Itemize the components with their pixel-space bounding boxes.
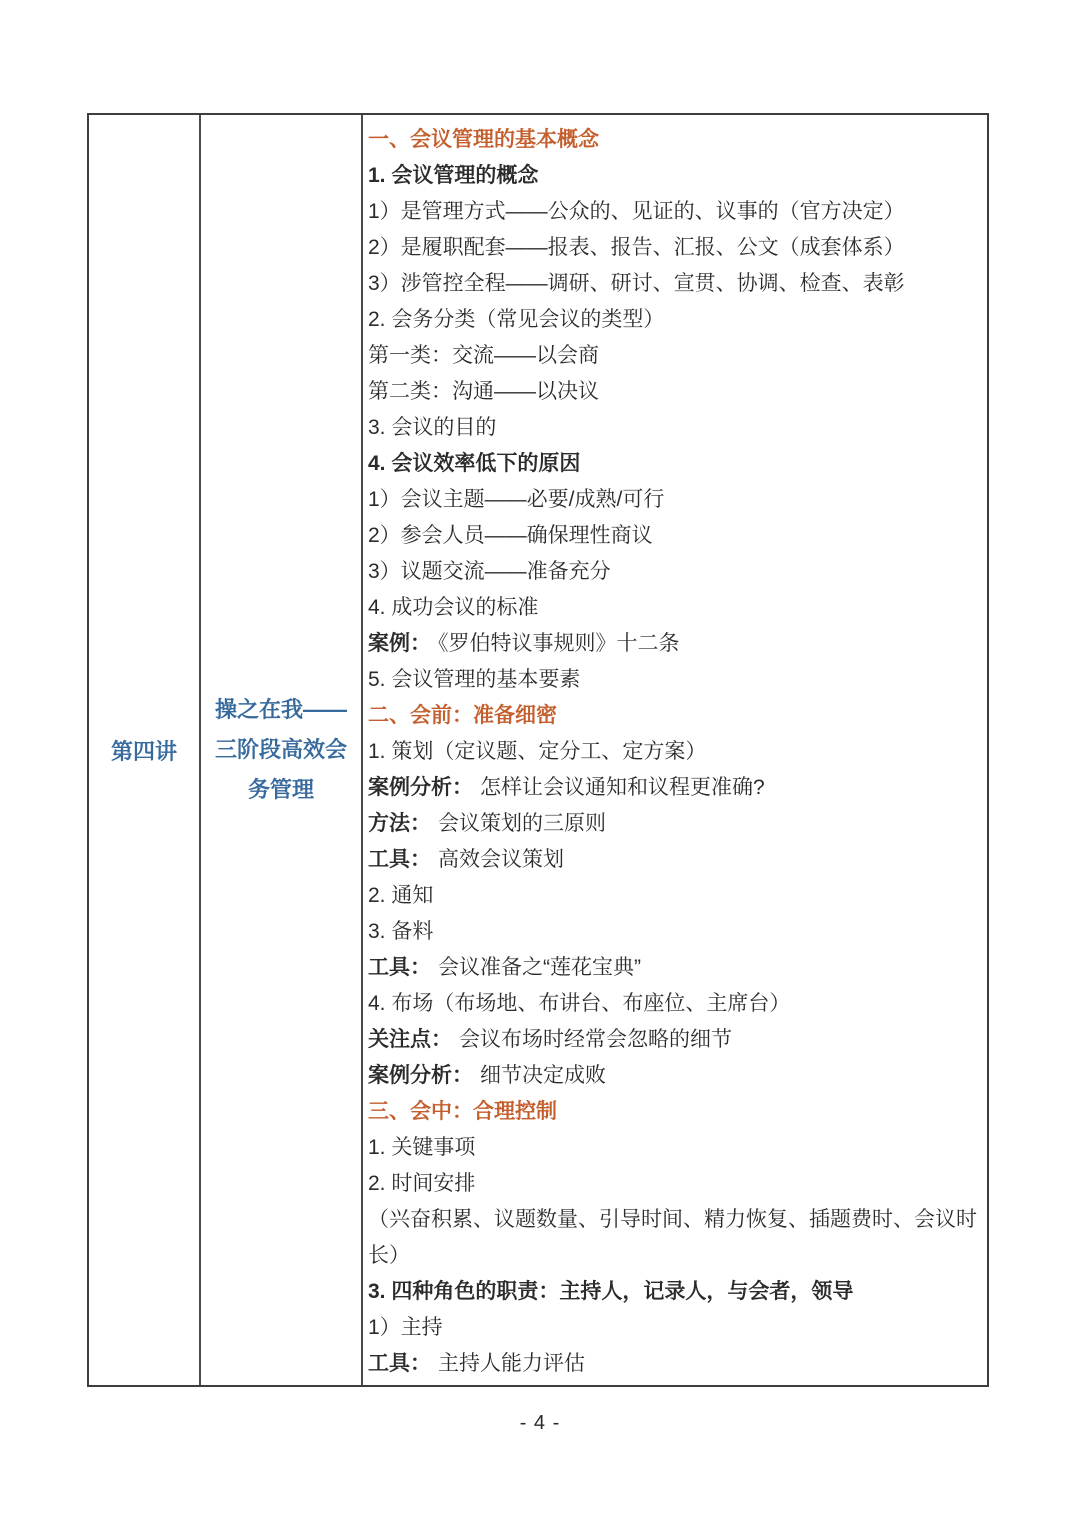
lecture-title-cell: [201, 115, 363, 1385]
content-line: 三、会中：合理控制: [368, 1100, 557, 1123]
content-line: 案例分析： 细节决定成败: [368, 1064, 606, 1087]
content-line: 案例分析： 怎样让会议通知和议程更准确?: [368, 776, 765, 799]
content-line: 2. 会务分类（常见会议的类型）: [368, 308, 665, 331]
content-line: 第一类：交流——以会商: [368, 344, 599, 367]
course-outline-table: [87, 113, 989, 1387]
content-line: 2. 时间安排: [368, 1172, 476, 1195]
content-line: 3）涉管控全程——调研、研讨、宣贯、协调、检查、表彰: [368, 272, 905, 295]
content-line: 3. 备料: [368, 920, 434, 943]
content-line-prefix: 案例分析：: [368, 776, 473, 799]
content-line: 4. 布场（布场地、布讲台、布座位、主席台）: [368, 992, 791, 1015]
content-line-prefix: 方法：: [368, 812, 431, 835]
content-line: 1）是管理方式——公众的、见证的、议事的（官方决定）: [368, 200, 905, 223]
content-line: 2）是履职配套——报表、报告、汇报、公文（成套体系）: [368, 236, 905, 259]
content-line-prefix: 工具：: [368, 956, 431, 979]
content-line-prefix: 案例：: [368, 632, 431, 655]
content-line: 案例： 《罗伯特议事规则》十二条: [368, 632, 680, 655]
content-line: 1）主持: [368, 1316, 443, 1339]
content-line: 一、会议管理的基本概念: [368, 128, 599, 151]
content-line: 3. 四种角色的职责：主持人，记录人，与会者，领导: [368, 1280, 854, 1303]
content-line: 4. 会议效率低下的原因: [368, 452, 581, 475]
content-line: 工具： 会议准备之“莲花宝典”: [368, 956, 641, 979]
content-line-prefix: 案例分析：: [368, 1064, 473, 1087]
content-line: 工具： 主持人能力评估: [368, 1352, 585, 1375]
content-line: 1）会议主题——必要/成熟/可行: [368, 488, 665, 511]
page-number: - 4 -: [519, 1412, 561, 1434]
lecture-content-cell: [363, 115, 987, 1385]
content-line: 5. 会议管理的基本要素: [368, 668, 581, 691]
content-line: （兴奋积累、议题数量、引导时间、精力恢复、插题费时、会议时长）: [368, 1208, 977, 1267]
content-line: 1. 会议管理的概念: [368, 164, 539, 187]
content-line-prefix: 关注点：: [368, 1028, 452, 1051]
content-line: 1. 关键事项: [368, 1136, 476, 1159]
content-line: 2. 通知: [368, 884, 434, 907]
content-line: 关注点： 会议布场时经常会忽略的细节: [368, 1028, 732, 1051]
content-line-prefix: 工具：: [368, 1352, 431, 1375]
lecture-number-label: 第四讲: [110, 738, 177, 764]
content-line-prefix: 工具：: [368, 848, 431, 871]
content-line: 3）议题交流——准备充分: [368, 560, 611, 583]
content-line: 2）参会人员——确保理性商议: [368, 524, 653, 547]
content-line: 工具： 高效会议策划: [368, 848, 564, 871]
lecture-number-cell: [89, 115, 201, 1385]
content-line: 4. 成功会议的标准: [368, 596, 539, 619]
content-line: 第二类：沟通——以决议: [368, 380, 599, 403]
lecture-title-label: 操之在我——三阶段高效会务管理: [214, 697, 347, 802]
content-line: 方法： 会议策划的三原则: [368, 812, 606, 835]
content-line: 3. 会议的目的: [368, 416, 497, 439]
content-line: 二、会前：准备细密: [368, 704, 557, 727]
content-line: 1. 策划（定议题、定分工、定方案）: [368, 740, 707, 763]
